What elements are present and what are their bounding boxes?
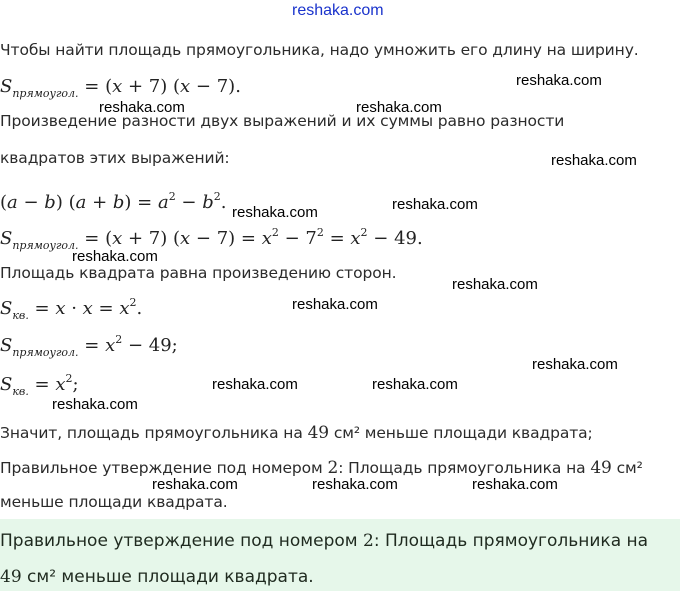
conclusion-text: Значит, площадь прямоугольника на 49 см² меньше площади квадрата; — [0, 423, 593, 443]
watermark: reshaka.com — [392, 196, 478, 213]
square-rule-text: Площадь квадрата равна произведению сторон. — [0, 264, 397, 282]
watermark: reshaka.com — [52, 396, 138, 413]
formula-difference-of-squares: (a − b) $(a + b) = a^2 - b^2$. — [0, 190, 227, 213]
watermark: reshaka.com — [152, 476, 238, 493]
rule-text-line2: квадратов этих выражений: — [0, 149, 230, 167]
watermark: reshaka.com — [532, 356, 618, 373]
watermark: reshaka.com — [452, 276, 538, 293]
watermark: reshaka.com — [99, 99, 185, 116]
final-answer-line2: 49 см² меньше площади квадрата. — [0, 567, 314, 587]
watermark: reshaka.com — [232, 204, 318, 221]
rule-text-line1: Произведение разности двух выражений и их суммы равно разности — [0, 112, 565, 130]
watermark: reshaka.com — [356, 99, 442, 116]
formula-rectangle-result: $S_{прямоугол.} = x^2 - 49$; — [0, 333, 178, 359]
watermark: reshaka.com — [312, 476, 398, 493]
final-answer-box — [0, 519, 680, 591]
formula-rectangle-area: $S_{прямоугол.} = (x + 7) (x - 7)$. — [0, 76, 241, 100]
watermark: reshaka.com — [212, 376, 298, 393]
watermark: reshaka.com — [516, 72, 602, 89]
intro-text: Чтобы найти площадь прямоугольника, надо умножить его длину на ширину. — [0, 41, 639, 59]
answer-text-line2: меньше площади квадрата. — [0, 493, 228, 511]
watermark: reshaka.com — [472, 476, 558, 493]
watermark: reshaka.com — [372, 376, 458, 393]
answer-text-line1: Правильное утверждение под номером 2: Площадь прямоугольника на 49 см² — [0, 458, 643, 478]
watermark: reshaka.com — [72, 248, 158, 265]
formula-square-result: $S_{кв.} = x^2$; — [0, 372, 79, 398]
formula-square-area: $S_{кв.} = x \cdot x = x^2$. — [0, 296, 143, 322]
formula-rectangle-expanded: $S_{прямоугол.} = (x + 7) (x - 7) = x^2 - 7^2 = x^2 - 49$. — [0, 226, 423, 252]
watermark: reshaka.com — [292, 296, 378, 313]
site-header-link[interactable]: reshaka.com — [292, 2, 384, 19]
final-answer-line1: Правильное утверждение под номером 2: Площадь прямоугольника на — [0, 531, 649, 551]
watermark: reshaka.com — [551, 152, 637, 169]
